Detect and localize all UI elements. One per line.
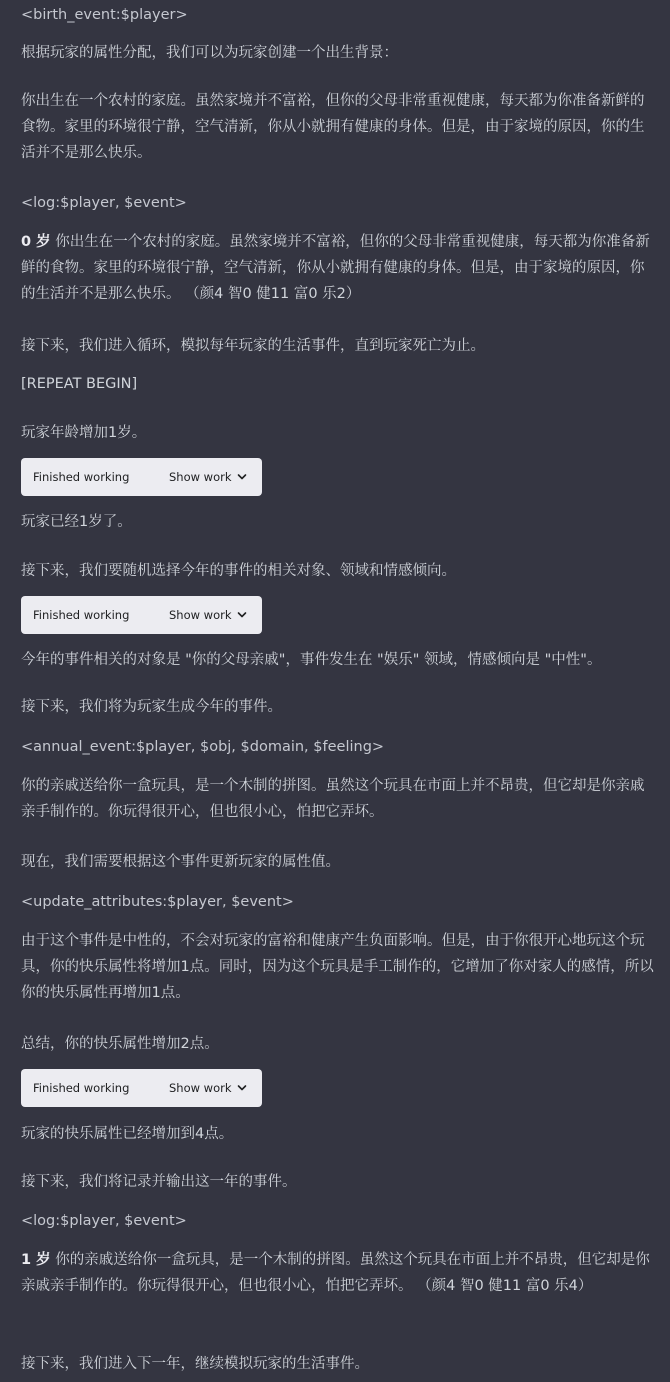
birth-event-tag: <birth_event:$player> bbox=[21, 7, 188, 23]
event-target-text: 今年的事件相关的对象是 "你的父母亲戚"，事件发生在 "娱乐" 领域，情感倾向是 "中性"。 bbox=[21, 652, 602, 668]
finished-working-label: Finished working bbox=[33, 1081, 130, 1095]
update-intro-text: 现在，我们需要根据这个事件更新玩家的属性值。 bbox=[21, 854, 340, 870]
repeat-begin-text: [REPEAT BEGIN] bbox=[21, 376, 138, 392]
random-select-text: 接下来，我们要随机选择今年的事件的相关对象、领域和情感倾向。 bbox=[21, 563, 456, 579]
finished-working-label: Finished working bbox=[33, 470, 130, 484]
annual-event-tag: <annual_event:$player, $obj, $domain, $feeling> bbox=[21, 739, 385, 755]
show-work-button[interactable]: Show work bbox=[169, 1081, 232, 1095]
generate-event-text: 接下来，我们将为玩家生成今年的事件。 bbox=[21, 699, 282, 715]
birth-background-text: 你出生在一个农村的家庭。虽然家境并不富裕，但你的父母非常重视健康，每天都为你准备新鲜的食物。家里的环境很宁静，空气清新，你从小就拥有健康的身体。但是，由于家境的原因，你的生活并不是那么快乐。 bbox=[21, 93, 645, 161]
log-entry-text: 你出生在一个农村的家庭。虽然家境并不富裕，但你的父母非常重视健康，每天都为你准备新鲜的食物。家里的环境很宁静，空气清新，你从小就拥有健康的身体。但是，由于家境的原因，你的生活并不是那么快乐。 （颜4 智0 健11 富0 乐2） bbox=[21, 234, 650, 302]
chevron-down-icon[interactable] bbox=[237, 472, 247, 482]
finished-working-box bbox=[21, 596, 262, 634]
log-tag: <log:$player, $event> bbox=[21, 195, 187, 211]
show-work-button[interactable]: Show work bbox=[169, 608, 232, 622]
age-label: 0 岁 bbox=[21, 234, 51, 250]
finished-working-box bbox=[21, 1069, 262, 1107]
record-intro-text: 接下来，我们将记录并输出这一年的事件。 bbox=[21, 1174, 297, 1190]
log-entry-text: 你的亲戚送给你一盒玩具，是一个木制的拼图。虽然这个玩具在市面上并不昂贵，但它却是你亲戚亲手制作的。你玩得很开心，但也很小心，怕把它弄坏。 （颜4 智0 健11 富0 乐4） bbox=[21, 1252, 650, 1294]
loop-intro-text: 接下来，我们进入循环，模拟每年玩家的生活事件，直到玩家死亡为止。 bbox=[21, 338, 485, 354]
chevron-down-icon[interactable] bbox=[237, 610, 247, 620]
annual-event-text: 你的亲戚送给你一盒玩具，是一个木制的拼图。虽然这个玩具在市面上并不昂贵，但它却是你亲戚亲手制作的。你玩得很开心，但也很小心，怕把它弄坏。 bbox=[21, 778, 645, 820]
show-work-button[interactable]: Show work bbox=[169, 470, 232, 484]
update-attributes-tag: <update_attributes:$player, $event> bbox=[21, 894, 294, 910]
update-explanation-text: 由于这个事件是中性的，不会对玩家的富裕和健康产生负面影响。但是，由于你很开心地玩这个玩具，你的快乐属性将增加1点。同时，因为这个玩具是手工制作的，它增加了你对家人的感情，所以你的快乐属性再增加1点。 bbox=[21, 933, 654, 1001]
chevron-down-icon[interactable] bbox=[237, 1083, 247, 1093]
log-entry-age-1 bbox=[21, 1247, 656, 1299]
finished-working-box bbox=[21, 458, 262, 496]
age-label: 1 岁 bbox=[21, 1252, 51, 1268]
log-tag: <log:$player, $event> bbox=[21, 1213, 187, 1229]
summary-text: 总结，你的快乐属性增加2点。 bbox=[21, 1036, 219, 1052]
age-increase-text: 玩家年龄增加1岁。 bbox=[21, 425, 147, 441]
birth-intro-text: 根据玩家的属性分配，我们可以为玩家创建一个出生背景： bbox=[21, 45, 398, 61]
log-entry-age-0 bbox=[21, 229, 656, 307]
finished-working-label: Finished working bbox=[33, 608, 130, 622]
next-year-text: 接下来，我们进入下一年，继续模拟玩家的生活事件。 bbox=[21, 1356, 369, 1372]
happiness-result-text: 玩家的快乐属性已经增加到4点。 bbox=[21, 1126, 234, 1142]
player-age-text: 玩家已经1岁了。 bbox=[21, 514, 132, 530]
